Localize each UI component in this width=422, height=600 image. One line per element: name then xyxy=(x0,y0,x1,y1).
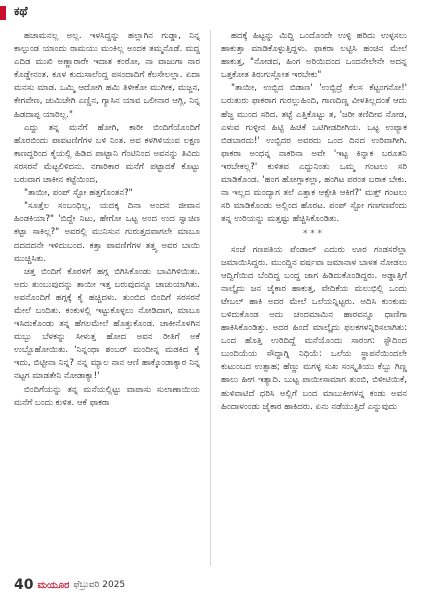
paragraph: "ತಾಯೀ, ಉಬ್ಬಿದ ಬಿಡಾಣ' 'ಉಬ್ಬಿದ್ರೆ ಕೆಲಸ ಕೆಟ್ಟಂಗನೋ!' ಬರುತುರು ಫಾಕರಾಗ ಗುರಲ್ಲುಹಿಂದಿ, ಗಾಣದಿಣ್ಣ ವೀಳತಿಲ್ಲದಂತೆ ಆದು ಹೆಜ್ಜ ಮುಂದ ಸರಿದ. ತಟ್ಟೆ ಎತ್ತಿಕೊಟ್ಟು ತ, 'ಜರೀ ತಣಿದೀವ ನೋಡ, ಎಳುವ ಗುಳ್ಳೀನ ಹಿಟ್ಟಿ ಹಿಚಿಕೆ ಒಟಿಗೀಡದೀಗಿಯ. ಒಟ್ಟ ಉಪ್ಯಾಕ ಬಿಡಬಾರದು!' ಉಬ್ಬಿದರ ಅವರದು ಒಂದ ದಿನದ ಉರಿವಾಗೀಗಿ. ಫಾಕರಾ ಅಂಧನ್ನ ನಾಕರಿನಾ ಅವೇ 'ಇಟ್ಟ ಕಿನ್ನಾಕ ಬರೂತನಿ ಇರಬೇಕಲ್ಲ?' ಕುಳಿತವ ಎದ್ದುನಿಂತು ಒಮ್ಮ ಗಂಟಲು ಸರಿ ಮಾಡಿಕೊಂಡ. 'ಹಂಗ ಹೋಗ್ಲಾಕಲ್ಲಾ, ಹಂಗಿಟ ಪರಂತ ಬರಾಕ ಬೇಕು. ನಾ ಇಲ್ಲದ ಮಂದ್ಯಾಗ ತಲೆ ಎತ್ತಾಕ ಆಕ್ಸೇತಿ ಆಕಿಗೆ?' ಮತ್ತ್ ಗಂಟಲು ಸರಿ ಮಾಡಿಕೊಂಡು ಅಲ್ಲಿಂದ ಹೊರಟ. ಪಂಪ್ ಸ್ಟೋ ಗಣಗಣವೆಂದು ತನ್ನ ಉರಿಯನ್ನು ಮತ್ತಷ್ಟು ಹೆಚ್ಚಿಸಿಕೊಂಡಿತು. xyxy=(221,83,407,225)
issue-date: ಫೆಬ್ರುವರಿ 2025 xyxy=(73,580,126,590)
paragraph: ಸಂಜೆ ಗಣಪತಿಯ ಪೆಂಡಾಲ್ ಎದುರು ಊರ ಗಂಡಸರೆಲ್ಲಾ ಜಮಾಯಿಸಿದ್ದರು. ಮುಂದ್ದಿನ ವರ್ಷವಾ ಜಮಾನಾಳ ಬಾಳತ ನೋಡಲು ಆದ್ವಿಗೆಯಿದ ಬೆಂದಿದ್ದ ಬಂದ್ದ ಜಾಗ ಹಿಡಿದುಕೊಂಡಿದ್ದರು. ಅಡ್ಡಾತ್ತಿಗೆ ನಾಲ್ಕೈದು ಜನ ಜೈಕಾರ ಹಾಕುತ್ತ, ವೇದಿಕೆಯ ಮಲುಭಿಲ್ಲಿ ಒಂದು ಟೇಬಲ್ ಹಾಕಿ ಅದರ ಮೇಲೆ ಒಲೆಯನ್ನಿಟ್ಟರು. ಅದಿಸಿ ಕುಂಕುಮ ಬಳಿದುಕೊಂಡ ಅದು ಚಂದಮಾಮಿನ ಹಾರವನ್ನೂ ಧಾಣಿಗಾ ಹಾಕಿಸಿಕೊಂಡಿತ್ತು. ಅದರ ಹಿಂದೆ ಮಾಲ್ಕೈದು ಫಲಕಗಳನ್ನಿರಿಸಲಾಗಿತು: ಒಂದ ಹೊತ್ತಿ ಉರಿದಿದ್ದೆ ಮನೆಯೊಂದು ಸಾರಂಗ: ಸ್ಟೌದಿಂದ ಬುಂದಿಯೆಯ ಸೌದ್ದಾಗ್ನಿ ನಿಧಿಯೆ: ಒಲೆಯ ಸ್ಥಾಪನೆಯಿಂದಲೇ ಕುಟುಂಬದ ಉತ್ಸಾಹ; ಹೆಣ್ಣು ಮಗಳ್ಳ ಸುಖ ಸಂಸ್ಕೃತಿಯು ಕೆಬ್ಬು ಗಿಣ್ಣ ಹಾಲು ಹೀಗ ಇತ್ಯಾದಿ. ಬುಟ್ಟ ಪಾಯೀಸಾಮಾಗ ತುಂಬಿ, ಬಿಳೀಟಿಯಿಕೆ, ಹುಳಿವಾಟಿದೆ ಧರಿಸಿ ಅಲ್ಲಿಗೆ ಬಂದ ಮಾಬುಕೀಗಳನ್ನ ಕಂಡು ಅವನ ಹಿಂದಾಳಂಂಡು ಜೈಕಾರ ಹಾಕಿದರು. ಏನು ನಡೆಯುತ್ತಿದೆ ಎನ್ನುವುದು xyxy=(221,244,407,412)
column-divider xyxy=(210,30,211,566)
right-column xyxy=(221,30,407,566)
section-header xyxy=(0,0,422,26)
section-label: ಕಥೆ xyxy=(14,4,28,18)
paragraph: ಹಜಾಮನಲ್ಲ ಅಲ್ಲ. ಇಳಸಿದ್ದನ್ನು ಹಲ್ಲಾಗಿನ ಗುಡ್ಡಾ, ನಿನ್ನ ಕಾಲ್ಫುಂಡ ಯಾಂದು ರಾಮಯು ಮಂಕಿಲ್ಲ ಅಂದಕ ತಮ್ಮನೊಡೆ. ಮದ್ದ ಎದಿಡ ಮುಖಿ ಅಣ್ಣಾರಾರೇ ಇದಾತ ಕಂಠೋ, ನಾ ವಾಜುಗಾ ನಾರ ಕೊಡ್ಡೇನಂತ. ಕೂಳ ಕುದುಸಾಲೆಂದ್ದ ಪಸಂದಾದಿಗೆ ಕೆಲಸೇಲಲ್ಲಾ. ಏದಾ ಮನಸು ಮಾಡ. ಒಮ್ಮಿ ಆದೋಗಿ ಹಮಿ ತಿಳೀಕೋ ಮುಗೀಕ, ಮಜ್ಜನ, ಕೇಗವೇಣ, ಚುಮಿಚೇಗಿ ಎಣ್ಣಿನ, ಗ್ಯಾಸಿನ ಯಾವ ಒಲೀನಾರ ಆಗ್ಲಿ, ನಿನ್ನ ಹಿಡದಾಪ್ಪ ಯಾರಿಲ್ಲ." xyxy=(14,31,200,120)
paragraph: "ಸೂತ್ತೆಲ ಸಂಬಂಧಿಲ್ಲ, ಯದಕ್ಕ ದಿನಾ ಅಂದನ ಜೀವಾನ ಹಿಂಡಕಿಯಾ?" 'ಬಿದ್ದೇ ನಿಟು, ಹೇಗೋ ಒಟ್ಟ ಅಂದ ಉದ ಸ್ವಾಚಿಣ ಕಟ್ಟಾ ಸಾಕಿಲ್ಲ?" ಅವರಲ್ಲಿ ಮುನಿಸುನ ಗುರುತ್ತದವಾಗಲೇ ಮಾಬೂ ದದದದನೇ ಇಳಿದುಬಂದ. ಕತ್ತಾ ಪಾವಣಿಗೆಗಳ ತತ್ತ್ವ ಅವರ ಬಾಯಿ ಮುಚ್ಚಿಸಿತು. xyxy=(14,201,200,264)
paragraph: "ತಾಯೀ, ಪಂಪ್ ಸ್ಟೋ ಹತ್ತಗೊಂತನ?" xyxy=(24,188,133,199)
section-separator: *** xyxy=(303,229,325,240)
section-accent-bar xyxy=(0,6,6,20)
page-footer xyxy=(14,576,125,594)
paragraph: ಬಿಂದಿಗೆಯನ್ನು ತನ್ನ ಮನೆಯಲ್ಲಿಟ್ಟು ವಾಪಾಸು ಸುಲಾಣಾಯಿಯ ಮನೆಗೆ ಬಂದು ಕುಳಿತ. ಆಕೆ ಫಾಕರಾ xyxy=(14,384,200,408)
magazine-logo: ಮಯೂರ xyxy=(37,579,70,591)
paragraph: ಎದ್ದು ತನ್ನ ಮನೆಗೆ ಹೋಗಿ, ಕಾರೀ ಬಿಂದಿಗೆಯೊಂದಿಗೆ ಹೊರಬಿಂದು ಪಾವಟಣಿಗೆಗಳ ಬಳಿ ನಿಂತ. ಅವ ಕಳಗಿಳಿಯುವ ಲಕ್ಷಣ ಕಾಣದ್ದರಿಂದ ಕೈಯಲ್ಲಿ ಹಿಡಿದ ಪಾಟ್ಟಾನಿ ಗೆಂಟಿನಿಂದ ಅವನನ್ನು ತಿವಿದು ಸರಸರನೆ ಮೆಟ್ಟಲಿಳಿದನು. ನಗಾರಿಕಾರ ಮನೆಗೆ ಪಟ್ಟಾದಕೆ ಕೊಟ್ಟು ಬರುವಾಗ ಚಾಕೀನ ಕಟ್ಟೆಯಿಂದ, xyxy=(14,122,200,186)
paragraph: ಹದಕ್ಕೆ ಹಿಟ್ಟನ್ನು ಮಿದ್ದಿ ಒಂದೊಂದೇ ಉಳ್ಳಿ ಹರಿದು ಉಳ್ಳಸಲು ಹಾಕುತ್ತಾ ಮಾಡಿಕೊಳ್ಳುತ್ತಿದ್ದಳು. ಫಾಕರಾ ಲಟ್ಟಿಸಿ ಹಂಚಿನ ಮೇಲೆ ಹಾಕುತ್ತ, "ನೋಡದ, ಹಿಂಗ ಅರಿಯಿದಂದ ಒಂದನೇಲೇನೇ ಅದನ್ನ ಒತ್ತಕೋತ ತಿರುಗುಸ್ಲೋತ ಇರಬೇಕು" xyxy=(221,31,407,81)
page-number: 40 xyxy=(14,577,34,593)
left-column xyxy=(14,30,200,566)
paragraph: ಚತ್ತ ಬಿಂದಿಗೆ ಕೊರಳಿಗೆ ಹಗ್ಗ ಬಿಗಿಸಿಕೊಂಡು ಬಾವಿಗಿಳಿಯಿತು. ಅದು ತುಂಬುವುದನ್ನು ತಾಯೀ ಇತ್ತ ಬರುವುದನ್ನೂ ಚಾಚುಯಾಗಿತು. ಅವನೊಂದಿಗೆ ಹಗ್ಗಕ್ಕೆ ಕೈ ಹಚ್ಚಿದಳು. ತುಂಬಿದ ಬಿಂದಿಗೆ ಸರಸರನೆ ಮೇಲೆ ಬಂದಿತು. ಕಂಕುಳಲ್ಲಿ ಇಟ್ಟುಕೊಳ್ಳಲು ನೋಡಿದಾಗ, ಮಾಬೂ ಇಸಿದುಕೊಂಡು ತನ್ನ ಹೆಗಲಮೇಲೆ ಹೊತ್ತುಕೊಂಡ. ಚಾಕೀನೊಳಗಿನ ಮಬ್ಬು ಬೆಳಕನ್ನು ಸೀಳುತ್ತ ಹೋದ ಅವನ ರೀತಿಗೆ ಅಕೆ ಉಬ್ಬೊಹೋಯಿತು. 'ನಿನ್ನಂಥಾ ಶಂಬರ್ ಮಂದೀನ್ನ ಮಡಕಿದ ಕೈ ಇದು, ಬಿಟ್ಟೀನಾ ನಿನ್ನ? ನನ್ನ ಮ್ಯಾಲ ನಾನ ಆಣಿ ಹಾಕ್ಕೊಂಡಾಕ್ಯಾರ ನಿನ್ನ ನಟ್ಟಗ ಮಾಡತೇನಿ ನೋಡಾಕ್ಯಾ!' xyxy=(14,266,200,382)
